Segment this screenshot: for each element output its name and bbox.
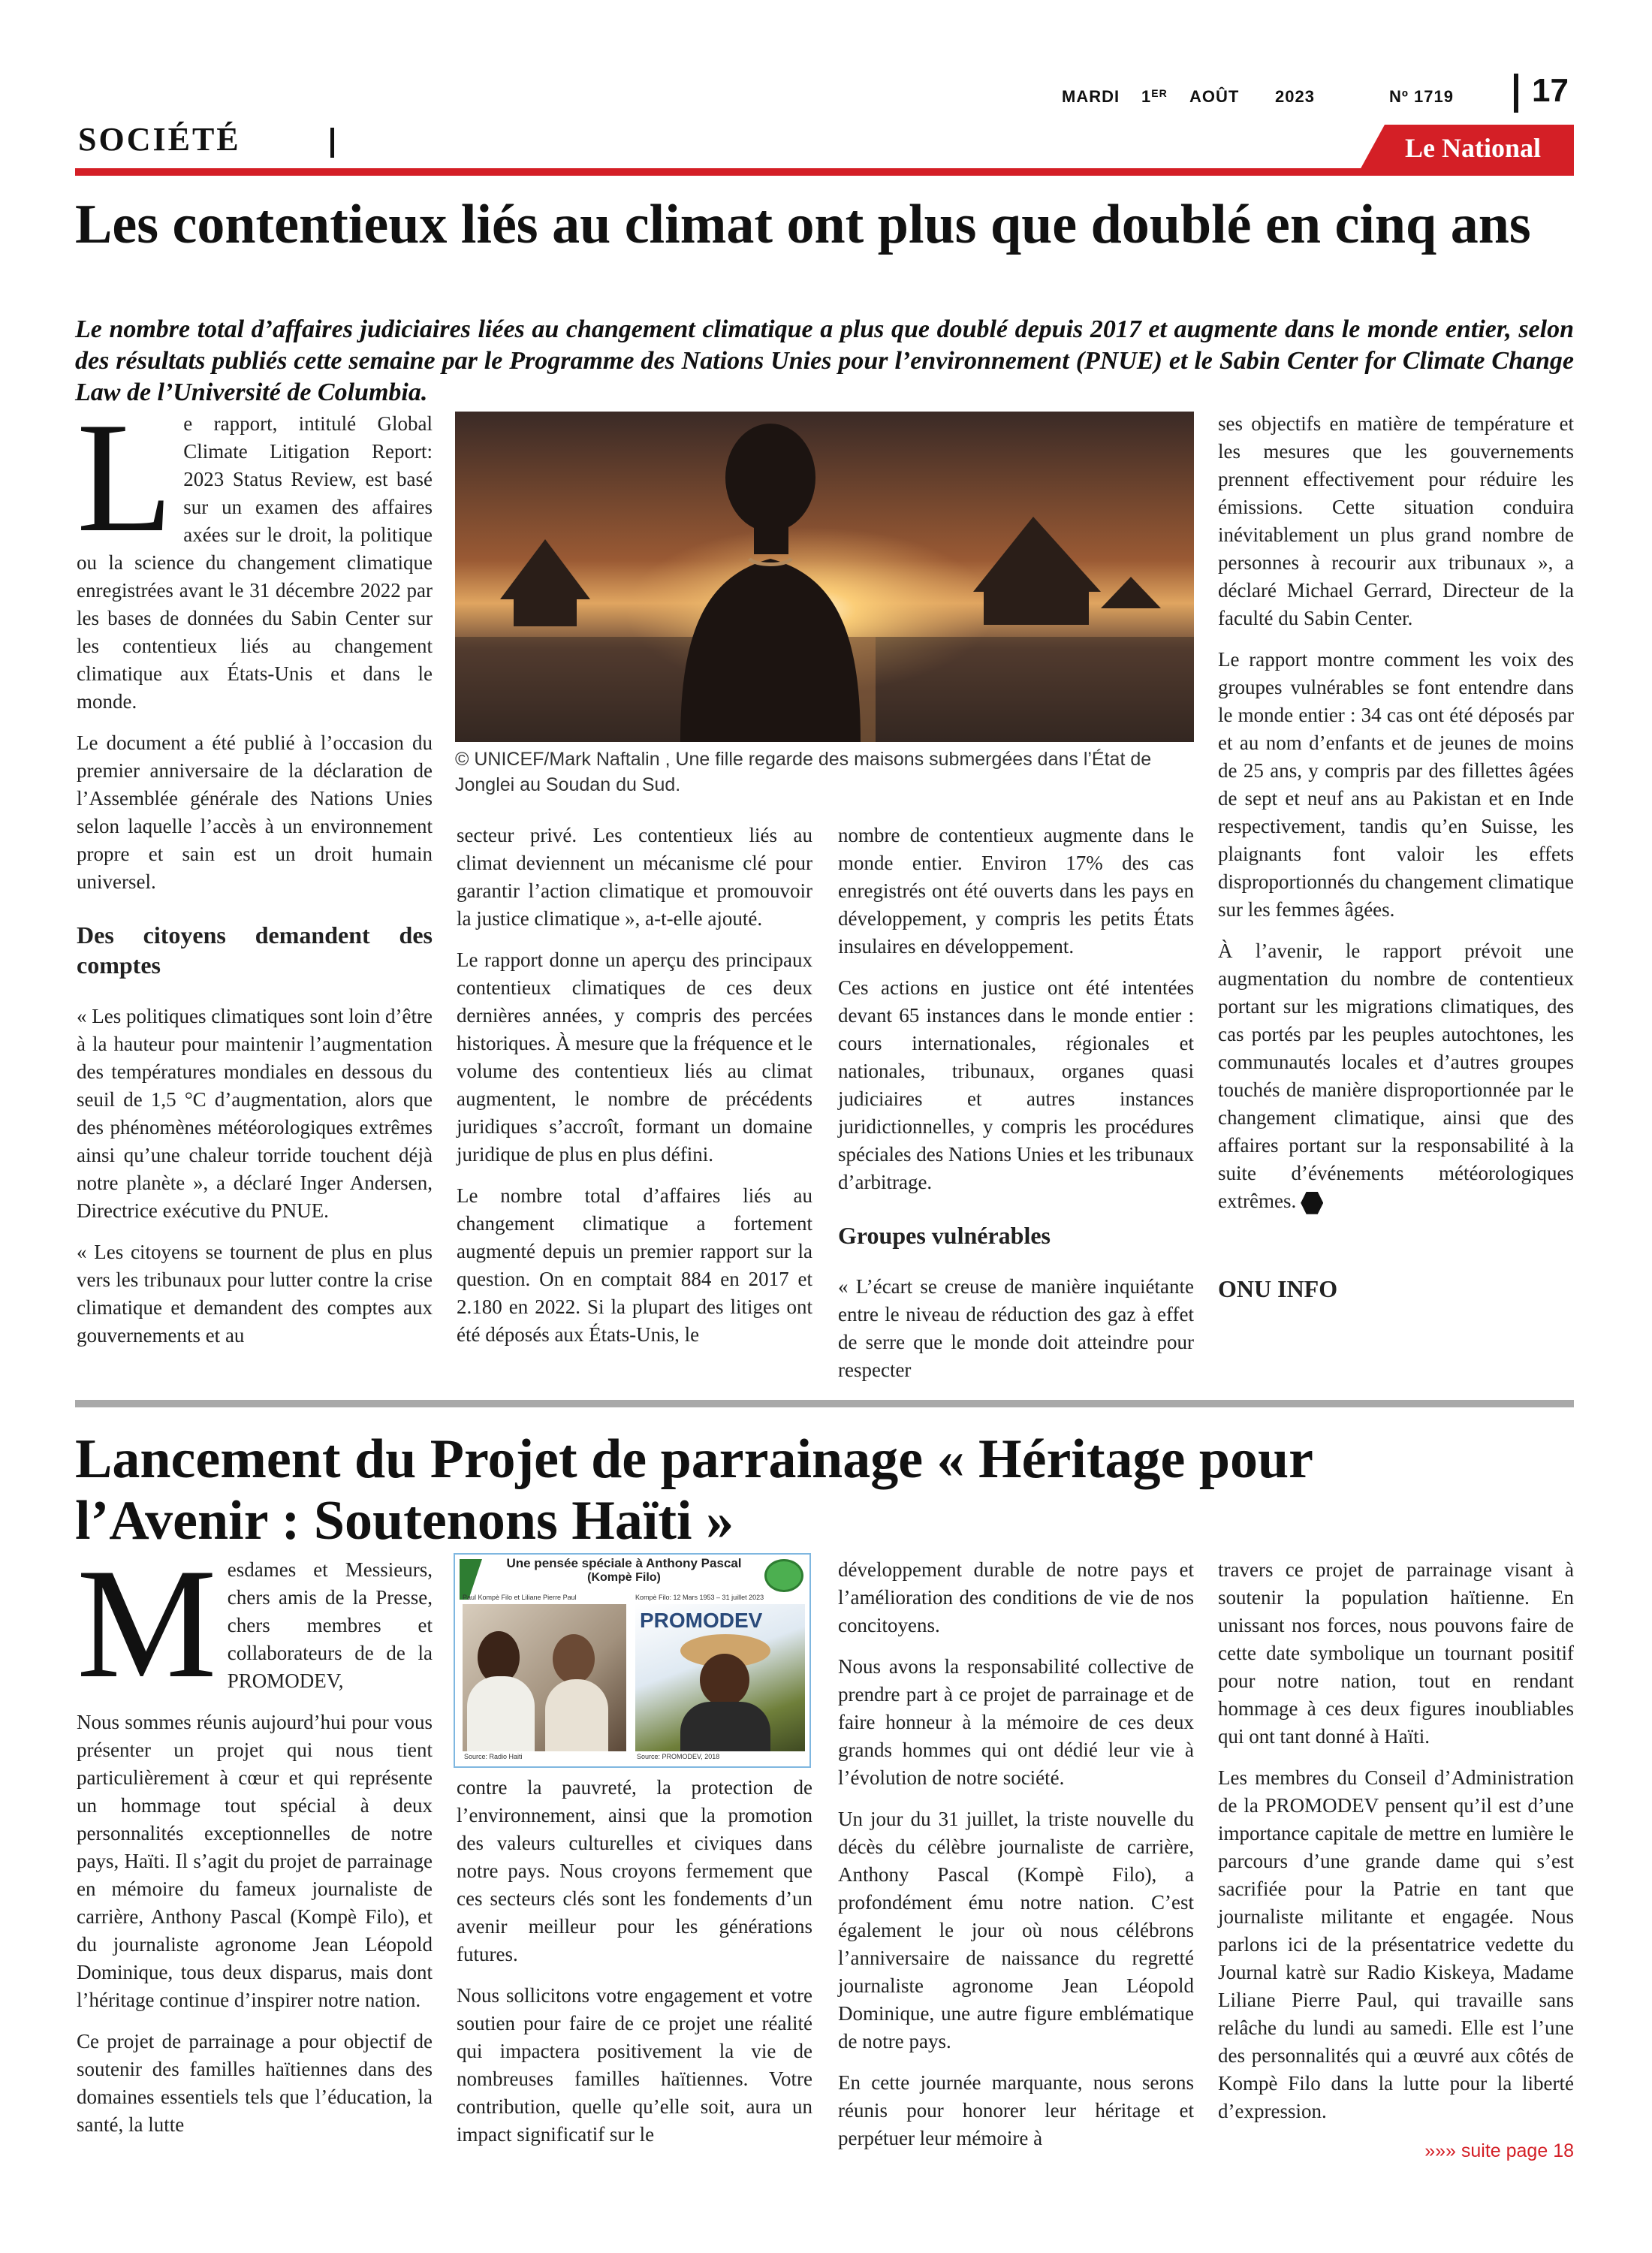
header-rule xyxy=(75,168,1574,176)
dropcap: L xyxy=(77,391,173,565)
image-subtitle: (Kompè Filo) xyxy=(587,1571,661,1584)
paragraph: « L’écart se creuse de manière inquiétante entre le niveau de réduction des gaz à effet de serre que le monde doit atteindre pour respecter xyxy=(838,1275,1194,1381)
photo-caption: © UNICEF/Mark Naftalin , Une fille regarde des maisons submergées dans l’État de Jonglei au Soudan du Sud. xyxy=(455,749,1152,795)
subheading: Des citoyens demandent des comptes xyxy=(77,921,433,979)
image-dates: Kompè Filo: 12 Mars 1953 – 31 juillet 2023 xyxy=(635,1594,764,1601)
paragraph: développement durable de notre pays et l’amélioration des conditions de vie de nos concitoyens. xyxy=(838,1558,1194,1636)
paragraph: À l’avenir, le rapport prévoit une augmentation du nombre de contentieux portant sur les migrations climatiques, des cas portés par les peuples autochtones, les communautés locales et d’autres groupes touchés de manière disproportionnée par le changement climatique, ainsi que des affaires portant sur la responsabilité à la suite d’événements météorologiques extrêmes. xyxy=(1218,937,1574,1215)
page-divider xyxy=(1514,74,1518,113)
paragraph: « Les politiques climatiques sont loin d’être à la hauteur pour maintenir l’augmentation des températures mondiales en dessous du seuil de 1,5 °C d’augmentation, alors que des phénomènes météorologiques extrêmes ainsi qu’une chaleur torride touchent déjà notre planète », a déclaré Inger Andersen, Directrice exécutive du PNUE. xyxy=(77,1005,433,1222)
continued-link: »»» suite page 18 xyxy=(1424,2140,1574,2161)
article-separator xyxy=(75,1400,1574,1407)
header-day: MARDI xyxy=(1062,87,1120,106)
paragraph: En cette journée marquante, nous serons réunis pour honorer leur héritage et perpétuer leur mémoire à xyxy=(838,2071,1194,2149)
image-source-2: Source: PROMODEV, 2018 xyxy=(637,1753,720,1760)
paragraph: travers ce projet de parrainage visant à soutenir la population haïtienne. En unissant nos forces, nous pouvons faire de cette date symbolique un tournant positif pour notre nation, tout en rendant hommage à ces deux figures inoubliables qui ont tant donné à Haïti. xyxy=(1218,1558,1574,1748)
paragraph: Le rapport donne un aperçu des principaux contentieux climatiques de ces deux dernières années, y compris des percées historiques. À mesure que la fréquence et le volume des contentieux liés au climat augmentent, le nombre de précédents juridiques s’accroît, formant un domaine juridique de plus en plus défini. xyxy=(457,949,812,1166)
header-year: 2023 xyxy=(1275,87,1315,106)
paragraph: Le nombre total d’affaires liés au changement climatique a fortement augmenté depuis un premier rapport sur la question. On en comptait 884 en 2017 et 2.180 en 2022. Si la plupart des litiges ont été déposés aux États-Unis, le xyxy=(457,1184,812,1346)
image-title: Une pensée spéciale à Anthony Pascal xyxy=(506,1556,742,1570)
paragraph: Nous sollicitons votre engagement et votre soutien pour faire de ce projet une réalité qui impactera positivement la vie de nombreuses familles haïtiennes. Votre contribution, quelle qu’elle soit, aura un impact significatif sur le xyxy=(457,1984,812,2146)
article1-lead: Le nombre total d’affaires judiciaires liées au changement climatique a plus que doublé depuis 2017 et augmente dans le monde entier, selon des résultats publiés cette semaine par le Programme des Nations Unies pour l’environnement (PNUE) et le Sabin Center for Climate Change Law de l’Université de Columbia. xyxy=(75,315,1574,406)
header-issue: Nº 1719 xyxy=(1389,87,1454,106)
article1-title: Les contentieux liés au climat ont plus que doublé en cinq ans xyxy=(75,194,1531,255)
article1-photo xyxy=(455,412,1194,742)
paragraph: Un jour du 31 juillet, la triste nouvelle du décès du célèbre journaliste de carrière, Anthony Pascal (Kompè Filo), a profondément ému notre nation. C’est également le jour où nous célébrons l’anniversaire de naissance du regretté journaliste agronome Jean Léopold Dominique, une autre figure emblématique de notre pays. xyxy=(838,1808,1194,2052)
radio-studio-photo xyxy=(463,1604,626,1751)
page-number: 17 xyxy=(1532,72,1569,109)
promodev-logo-icon xyxy=(764,1559,803,1592)
paragraph: e rapport, intitulé Global Climate Litigation Report: 2023 Status Review, est basé sur un examen des affaires axées sur le droit, la politique ou la science du changement climatique enregistrées avant le 31 décembre 2022 par les bases de données du Sabin Center sur les contentieux liés au changement climatique aux États-Unis et dans le monde. xyxy=(77,412,433,713)
paragraph: contre la pauvreté, la protection de l’environnement, ainsi que la promotion des valeurs culturelles et civiques dans notre pays. Nous croyons fermement que ces secteurs clés sont les fondements d’un avenir meilleur pour les générations futures. xyxy=(457,1776,812,1965)
paragraph: ses objectifs en matière de température et les mesures que les gouvernements prennent effectivement pour réduire les émissions. Cette situation conduira inévitablement un plus grand nombre de personnes à recourir aux tribunaux », a déclaré Michael Gerrard, Directeur de la faculté du Sabin Center. xyxy=(1218,412,1574,629)
sunset-flood-photo xyxy=(455,412,1194,742)
article2-col3 xyxy=(838,1556,1194,2166)
promodev-sign: PROMODEV xyxy=(640,1609,763,1632)
image-source-1: Source: Radio Haiti xyxy=(464,1753,523,1760)
section-divider xyxy=(330,128,334,158)
paragraph: Nous sommes réunis aujourd’hui pour vous présenter un projet qui nous tient particulièrement à cœur et qui représente un hommage tout spécial à deux personnalités exceptionnelles de notre pays, Haïti. Il s’agit du projet de parrainage en mémoire du fameux journaliste de carrière, Anthony Pascal (Kompè Filo), et du journaliste agronome Jean Léopold Dominique, tous deux disparus, mais dont l’héritage continue d’inspirer notre nation. xyxy=(77,1711,433,2011)
article1-col3 xyxy=(838,822,1194,1398)
article2-col4 xyxy=(1218,1556,1574,2139)
article1-col1 xyxy=(77,391,433,1363)
paragraph: nombre de contentieux augmente dans le monde entier. Environ 17% des cas enregistrés ont été ouverts dans les pays en développement, y compris les petits États insulaires en développement. xyxy=(838,824,1194,958)
header-date: 1ER xyxy=(1141,87,1168,106)
article1-col4 xyxy=(1218,410,1574,1303)
article1-col2 xyxy=(457,822,812,1362)
article2-col1 xyxy=(77,1537,433,2152)
paragraph: esdames et Messieurs, chers amis de la Presse, chers membres et collaborateurs de de la PROMODEV, xyxy=(227,1558,433,1692)
article2-title: Lancement du Projet de parrainage « Héritage pour l’Avenir : Soutenons Haïti » xyxy=(75,1428,1313,1552)
paragraph: Ce projet de parrainage a pour objectif de soutenir des familles haïtiennes dans des domaines essentiels tels que l’éducation, la santé, la lutte xyxy=(77,2030,433,2136)
paragraph: Nous avons la responsabilité collective de prendre part à ce projet de parrainage et de faire honneur à la mémoire de ces deux grands hommes qui ont dédié leur vie à l’évolution de notre société. xyxy=(838,1655,1194,1789)
article2-col2 xyxy=(457,1774,812,2162)
paragraph: Les membres du Conseil d’Administration de la PROMODEV pensent qu’il est d’une importance capitale de mettre en lumière le parcours d’une grande dame qui s’est sacrifiée pour la Patrie en tant que journaliste militante et engagée. Nous parlons ici de la présentatrice vedette du Journal katrè sur Radio Kiskeya, Madame Liliane Pierre Paul, qui travaille sans relâche du lundi au samedi. Elle est l’une des personnalités qui a œuvré aux côtés de Kompè Filo dans la lutte pour la liberté d’expression. xyxy=(1218,1766,1574,2122)
paragraph: Le document a été publié à l’occasion du premier anniversaire de la déclaration de l’Assemblée générale des Nations Unies selon laquelle l’accès à un environnement propre et sain est un droit humain universel. xyxy=(77,731,433,893)
paragraph: Ces actions en justice ont été intentées devant 65 instances dans le monde entier : cours internationales, régionales et nationales, tribunaux, organes quasi judiciaires et autres instances juridictionnelles, y compris les procédures spéciales des Nations Unies et les tribunaux d’arbitrage. xyxy=(838,976,1194,1193)
article1-byline: ONU INFO xyxy=(1218,1275,1338,1302)
section-label: SOCIÉTÉ xyxy=(78,121,241,158)
kompe-filo-photo xyxy=(635,1604,805,1751)
header-month: AOÛT xyxy=(1189,87,1240,106)
end-mark-icon xyxy=(1301,1192,1323,1214)
paragraph: Le rapport montre comment les voix des groupes vulnérables se font entendre dans le monde entier : 34 cas ont été déposés par et au nom d’enfants et de jeunes de moins de 25 ans, y compris par des fillettes âgées de sept et neuf ans au Pakistan et en Inde respectivement, tandis qu’en Suisse, les plaignants font valoir les effets disproportionnés du changement climatique sur les femmes âgées. xyxy=(1218,648,1574,921)
dropcap: M xyxy=(77,1537,217,1711)
paragraph: « Les citoyens se tournent de plus en plus vers les tribunaux pour lutter contre la crise climatique et demandent des comptes aux gouvernements et au xyxy=(77,1241,433,1347)
brand-name: Le National xyxy=(1404,133,1541,163)
article2-photo xyxy=(454,1553,811,1768)
paragraph: secteur privé. Les contentieux liés au climat deviennent un mécanisme clé pour garantir l’action climatique et promouvoir la justice climatique », a-t-elle ajouté. xyxy=(457,824,812,930)
subheading: Groupes vulnérables xyxy=(838,1222,1051,1249)
image-line: Paul Kompè Filo et Liliane Pierre Paul xyxy=(463,1594,577,1601)
